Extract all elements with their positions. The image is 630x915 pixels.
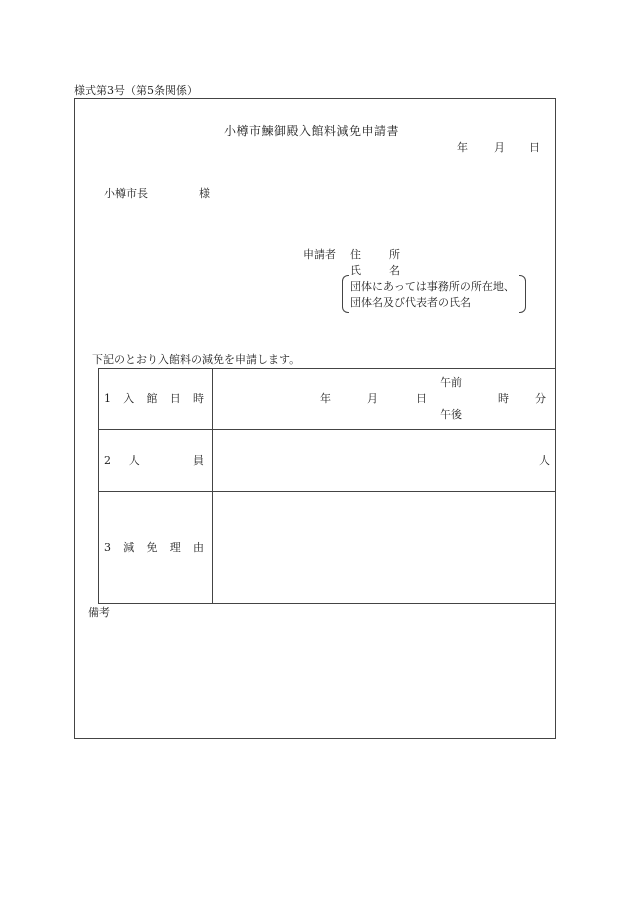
intro-text: 下記のとおり入館料の減免を申請します。 [92,353,301,366]
applicant-note-line1: 団体にあっては事務所の所在地、 [350,280,515,293]
table-border-bottom [98,603,556,604]
address-label: 住 所 [350,248,400,261]
table-column-divider [212,368,213,604]
note-bracket-right [519,275,526,313]
addressee-name: 小樽市長 [104,187,148,200]
am-label: 午前 [440,376,462,389]
table-border-top [98,368,556,369]
applicant-label: 申請者 [303,248,336,261]
form-title: 小樽市鰊御殿入館料減免申請書 [224,124,400,138]
row-visit-datetime-label: 1 入 館 日 時 [104,392,204,405]
name-label: 氏 名 [350,264,400,277]
visit-month-label: 月 [367,392,378,405]
row-persons-label: 2 人 員 [104,454,204,467]
note-bracket-left [342,275,349,313]
date-year-label: 年 [457,141,468,154]
visit-day-label: 日 [416,392,427,405]
form-number: 様式第3号（第5条関係） [74,84,198,97]
table-row-divider [98,491,556,492]
table-border-left [98,368,99,604]
remarks-label: 備考 [88,606,110,619]
pm-label: 午後 [440,408,462,421]
date-day-label: 日 [529,141,540,154]
visit-minute-label: 分 [535,392,546,405]
row-reason-label: 3 減 免 理 由 [104,541,204,554]
date-month-label: 月 [494,141,505,154]
persons-unit: 人 [539,454,550,467]
visit-year-label: 年 [320,392,331,405]
addressee-honorific: 様 [199,187,210,200]
applicant-note-line2: 団体名及び代表者の氏名 [350,296,471,309]
table-row-divider [98,429,556,430]
visit-hour-label: 時 [498,392,509,405]
